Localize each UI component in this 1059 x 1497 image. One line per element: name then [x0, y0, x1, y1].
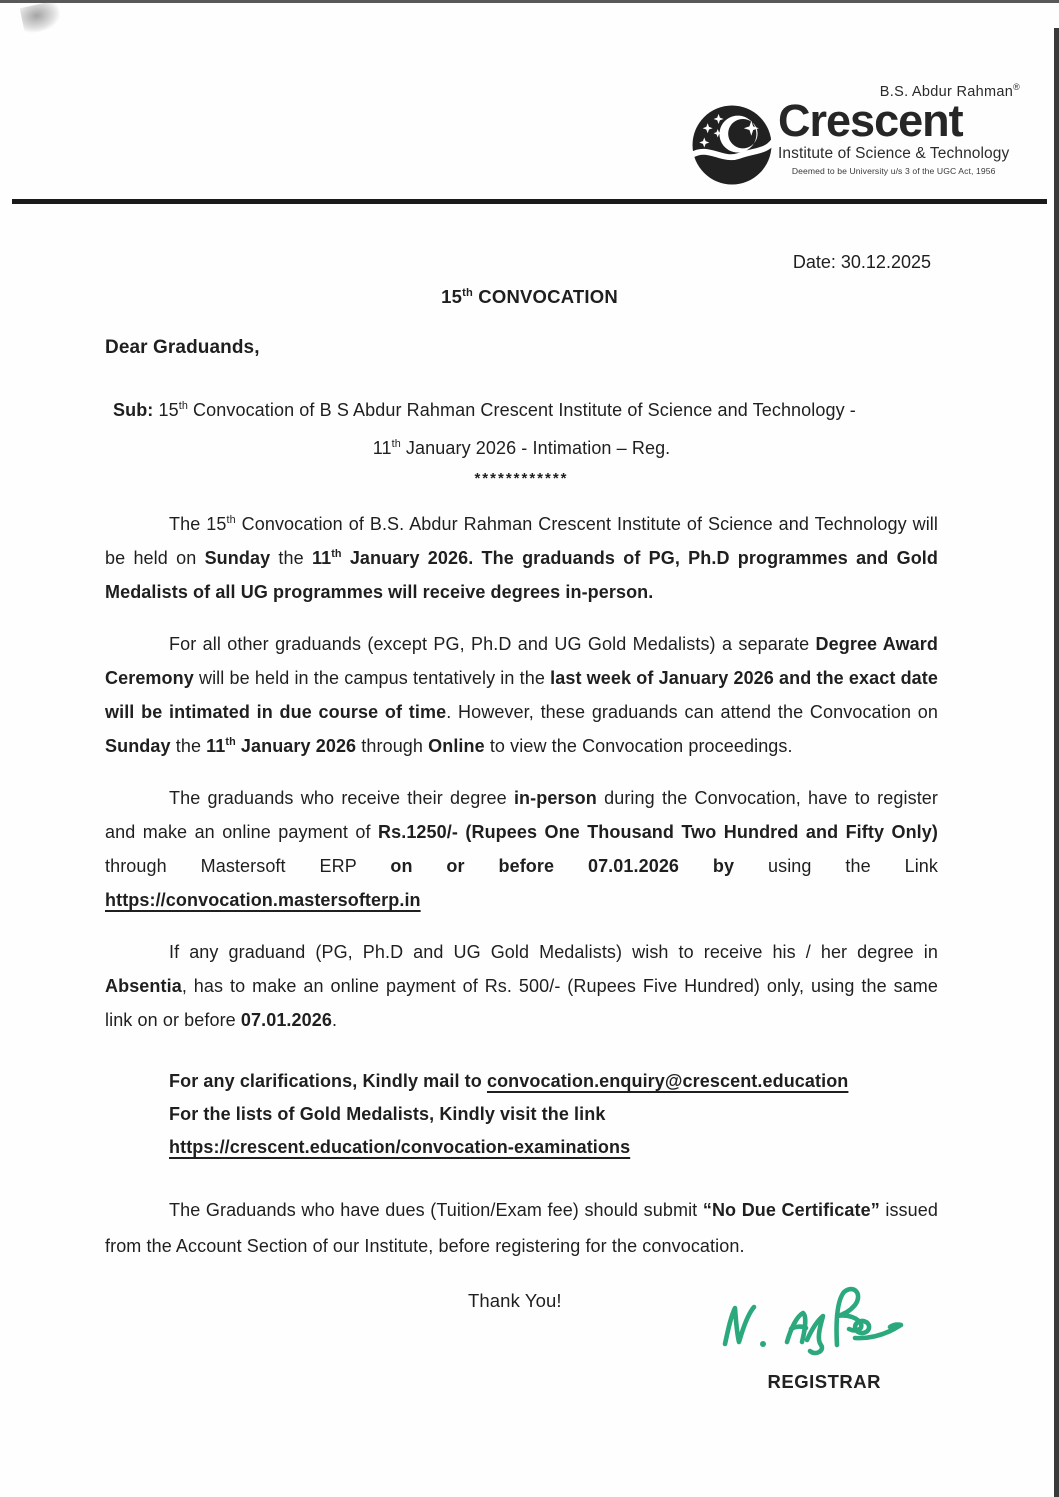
salutation: Dear Graduands,: [105, 337, 260, 358]
scan-edge-top: [0, 0, 1059, 3]
subject-separator: ************: [474, 470, 569, 487]
letter-title: 15th CONVOCATION: [441, 286, 618, 307]
brand-subtitle: Institute of Science & Technology: [778, 144, 1010, 162]
paragraph-absentia-payment: If any graduand (PG, Ph.D and UG Gold Medalists) wish to receive his / her degree in Absentia, has to make an online payment of Rs. 500/- (Rupees Five Hundred) only, using the same link on or before 07.01.2026.: [105, 942, 938, 1030]
letterhead-divider-rule: [12, 199, 1047, 204]
note-gold-medalists-link: https://crescent.education/convocation-examinations: [169, 1137, 631, 1157]
registrar-signature-scribble: [711, 1282, 911, 1357]
note-clarification-email: For any clarifications, Kindly mail to convocation.enquiry@crescent.education: [169, 1071, 849, 1091]
brand-tagline: Deemed to be University u/s 3 of the UGC Act, 1956: [791, 165, 996, 176]
letterhead: [690, 82, 1030, 187]
paragraph-no-due-certificate: The Graduands who have dues (Tuition/Exam fee) should submit “No Due Certificate” issued from the Account Section of our Institute, before registering for the convocation.: [105, 1200, 938, 1256]
subject-line-2: 11th January 2026 - Intimation – Reg.: [372, 438, 671, 458]
registered-trademark-icon: ®: [1013, 82, 1020, 92]
paragraph-convocation-date: The 15th Convocation of B.S. Abdur Rahman Crescent Institute of Science and Technology will be held on Sunday the 11th January 2026. The graduands of PG, Ph.D programmes and Gold Medalists of all UG programmes will receive degrees in-person.: [105, 514, 938, 602]
letter-date: Date: 30.12.2025: [792, 252, 931, 272]
paragraph-inperson-payment: The graduands who receive their degree in-person during the Convocation, have to register and make an online payment of Rs.1250/- (Rupees One Thousand Two Hundred and Fifty Only) through Mastersoft ERP on or before 07.01.2026 by using the Link https://convocation.mastersofterp.in: [105, 788, 938, 910]
subject-block: [105, 391, 938, 467]
scan-smudge-artifact: [20, 0, 63, 34]
crescent-moon-stars-logo-icon: [690, 103, 774, 187]
notes-block: [169, 1065, 938, 1164]
signatory-title: REGISTRAR: [767, 1371, 881, 1392]
brand-owner-name: B.S. Abdur Rahman: [879, 83, 1014, 100]
subject-line-1: Sub: 15th Convocation of B S Abdur Rahman Crescent Institute of Science and Technology -: [113, 400, 856, 420]
scan-edge-right: [1054, 28, 1059, 1497]
letter-body: [105, 337, 938, 1312]
closing-thank-you: Thank You!: [468, 1290, 562, 1311]
paragraph-degree-award-ceremony: For all other graduands (except PG, Ph.D and UG Gold Medalists) a separate Degree Award Ceremony will be held in the campus tentatively in the last week of January 2026 and the exact date will be intimated in due course of time. However, these graduands can attend the Convocation on Sunday the 11th January 2026 through Online to view the Convocation proceedings.: [105, 634, 939, 756]
brand-name: Crescent: [778, 94, 963, 146]
note-gold-medalists: For the lists of Gold Medalists, Kindly visit the link: [169, 1104, 606, 1124]
